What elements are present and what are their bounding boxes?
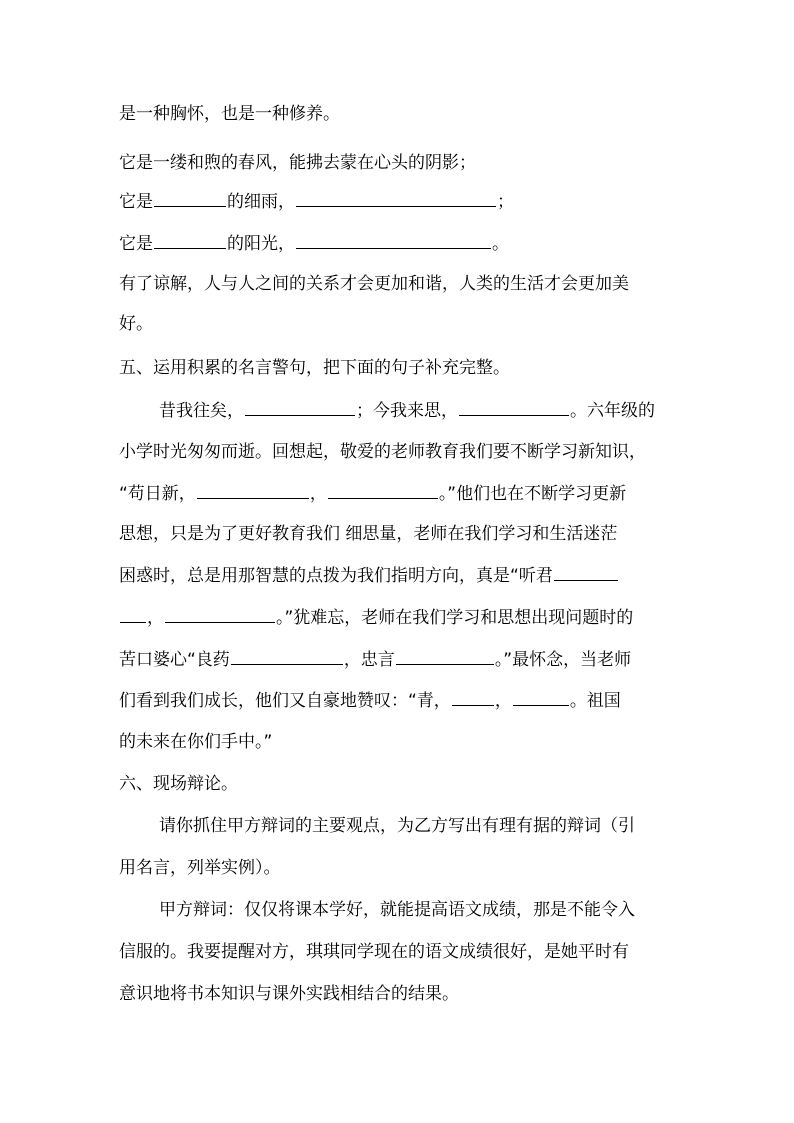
text: 甲方辩词：仅仅将课本学好，就能提高语文成绩，那是不能令入 [159,900,635,920]
text: 有了谅解，人与人之间的关系才会更加和谐，人类的生活才会更加美 [119,274,629,294]
section6-argument-line-2 [119,940,679,964]
text: 。祖国 [569,691,621,711]
text: ，忠言 [343,650,395,670]
text: 困惑时，总是用那智慧的点拨为我们指明方向，真是“听君 [119,566,553,586]
text: 苦口婆心“良药 [119,650,230,670]
answer-blank[interactable] [554,563,618,581]
poem-line-1 [119,102,679,126]
answer-blank[interactable] [459,398,569,416]
text: “苟日新， [119,484,196,504]
text: 思想，只是为了更好教育我们 细思量，老师在我们学习和生活迷茫 [119,524,618,544]
answer-blank[interactable] [154,189,226,207]
text: 。”犹难忘，老师在我们学习和思想出现问题时的 [276,608,634,628]
text: ；今我来思， [356,401,458,421]
text: 信服的。我要提醒对方，琪琪同学现在的语文成绩很好，是她平时有 [119,942,629,962]
answer-blank[interactable] [165,605,275,623]
section5-line-5 [119,563,679,588]
text: 它是 [119,234,153,254]
section5-line-6 [119,605,679,630]
answer-blank[interactable] [120,605,146,623]
section5-line-4 [119,522,679,546]
text: 六、现场辩论。 [119,774,238,794]
section6-heading [119,772,679,796]
text: 它是 [119,192,153,212]
section5-line-8 [119,688,679,713]
text: 五、运用积累的名言警句，把下面的句子补充完整。 [119,358,510,378]
text: 是一种胸怀，也是一种修养。 [119,104,340,124]
section5-line-2 [119,440,679,464]
text: 意识地将书本知识与课外实践相结合的结果。 [119,984,459,1004]
text: ， [494,691,512,711]
text: 的未来在你们手中。” [119,732,273,752]
text: 它是一缕和煦的春风，能拂去蒙在心头的阴影； [119,153,476,173]
poem-line-4 [119,231,679,256]
section5-line-1 [159,398,719,423]
text: 昔我往矣， [159,401,244,421]
text: 。”最怀念，当老师 [494,650,632,670]
section5-heading [119,356,679,380]
answer-blank[interactable] [245,398,355,416]
section5-line-3 [119,481,679,506]
section6-argument-line-1 [159,898,719,922]
answer-blank[interactable] [328,481,438,499]
text: 请你抓住甲方辩词的主要观点，为乙方写出有理有据的辩词（引 [159,816,635,836]
text: 小学时光匆匆而逝。回想起，敬爱的老师教育我们要不断学习新知识， [119,442,646,462]
answer-blank[interactable] [231,647,343,665]
answer-blank[interactable] [296,189,496,207]
text: 。”他们也在不断学习更新 [438,484,627,504]
text: ， [309,484,327,504]
text: 。六年级的 [570,401,655,421]
section5-line-9 [119,730,679,754]
section6-argument-line-3 [119,982,679,1006]
answer-blank[interactable] [296,231,491,249]
poem-line-6 [119,312,679,336]
poem-line-3 [119,189,679,214]
answer-blank[interactable] [396,647,494,665]
answer-blank[interactable] [197,481,309,499]
section5-line-7 [119,647,679,672]
section6-question-line-2 [119,856,679,880]
poem-line-5 [119,272,679,296]
section6-question-line-1 [159,814,719,838]
text: 们看到我们成长，他们又自豪地赞叹：“青， [119,691,451,711]
text: 用名言，列举实例）。 [119,858,281,878]
text: ； [497,192,514,212]
text: 。 [492,234,509,254]
answer-blank[interactable] [513,688,569,706]
text: 的细雨， [227,192,295,212]
text: ， [147,608,164,628]
poem-line-2 [119,151,679,175]
text: 的阳光， [227,234,295,254]
text: 好。 [119,314,153,334]
answer-blank[interactable] [452,688,494,706]
answer-blank[interactable] [154,231,226,249]
